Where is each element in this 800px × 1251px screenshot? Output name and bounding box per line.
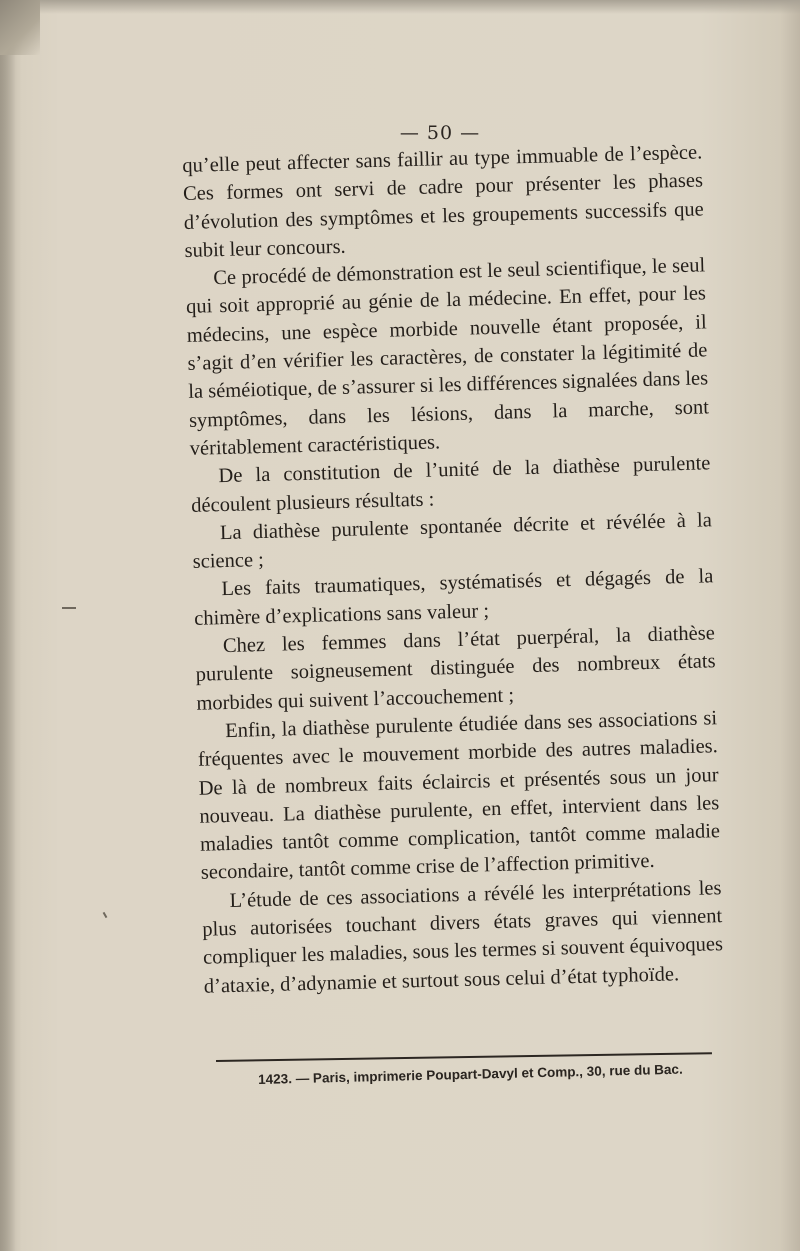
top-page-shadow [0,0,800,14]
torn-corner [0,0,40,55]
footer-rule [216,1052,712,1062]
margin-mark [62,607,76,609]
paragraph-7: Enfin, la diathèse purulente étudiée dans ses associations si fréquentes avec le mouvement morbide des autres maladies. De là de nombreux faits éclaircis et présentés sous un jour nouveau. La diathèse purulente, en effet, intervient dans les maladies tantôt comme complication, tantôt comme maladie secondaire, tantôt comme crise de l’affection primitive. [197,707,721,885]
paragraph-6: Chez les femmes dans l’état puerpéral, la diathèse purulente soigneusement distinguée des nombreux états morbides qui suivent l’accouchement ; [195,622,716,715]
paragraph-4: La diathèse purulente spontanée décrite et révélée à la science ; [192,509,713,574]
paragraph-3: De la constitution de l’unité de la diathèse purulente découlent plusieurs résultats : [190,452,711,517]
paragraph-8: L’étude de ces associations a révélé les interprétations les plus autorisées touchant divers états graves qui viennent compliquer les maladies, sous les termes si souvent équivoques d’ataxie, d’adynamie et surtout sous celui d’état typhoïde. [202,876,724,998]
page-number: — 50 — [399,122,481,144]
margin-mark [103,912,108,918]
paragraph-1: qu’elle peut affecter sans faillir au type immuable de l’espèce. Ces formes ont servi de cadre pour présenter les phases d’évolution des symptômes et les groupements successifs que subit leur concours. [182,141,704,262]
paragraph-2: Ce procédé de démonstration est le seul scientifique, le seul qui soit approprié au génie de la médecine. En effet, pour les médecins, une espèce morbide nouvelle étant proposée, il s’agit d’en vérifier les caractères, de constater la légitimité de la séméiotique, de s’assurer si les différences signalées dans les symptômes, dans les lésions, dans la marche, sont véritablement caractéristiques. [185,254,710,460]
left-binding-shadow [0,0,16,1251]
printer-imprint: 1423. — Paris, imprimerie Poupart-Davyl et Comp., 30, rue du Bac. [258,1061,683,1087]
paragraph-5: Les faits traumatiques, systématisés et dégagés de la chimère d’explications sans valeur ; [193,565,714,630]
body-text [182,138,724,1000]
